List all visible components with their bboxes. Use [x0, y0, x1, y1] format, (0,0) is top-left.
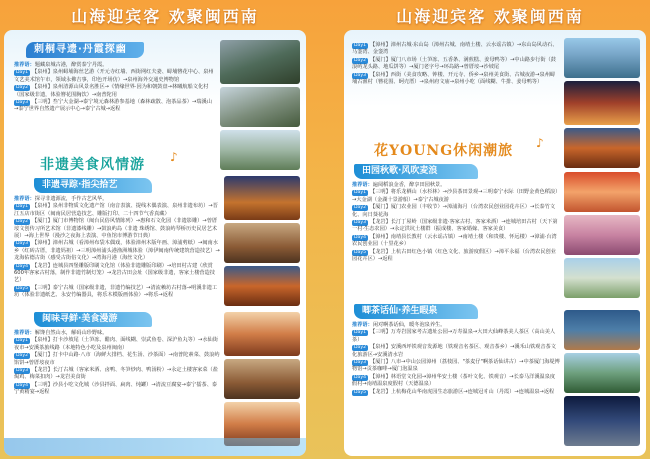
day-text: 【龙岩】连城县四堡雕版印刷文化馆（体验非遗雕版印刷）→培田村古建（欣赏600年客家古村落，制作非遗竹制灯笼）→龙岩古田会址（国家级非遗，客家土楼营造技艺） [14, 262, 215, 284]
photo-night-market [564, 81, 640, 125]
day-badge: Day5 [16, 285, 28, 291]
itinerary-heritage [14, 196, 220, 300]
day-badge: Day2 [16, 85, 28, 91]
photo-red-fields [564, 172, 640, 212]
day-text: 【泉州】泉州蟳埔海丝艺游（开元寺红墙、西街网红夫妻、蟳埔簪花中心、泉州文艺美术馆午市，领域永佛吉事，印色开场仿）→泉州海外交通史博物馆 [14, 69, 214, 83]
day-badge: Day1 [354, 330, 366, 336]
day-badge: Day1 [16, 338, 28, 344]
day-text: 【龙岩】上杭梅花山华南虎园生态旅游区→连城冠豸山（丹霞）→连城温泉→返程 [370, 388, 555, 395]
photo-puppet-show [224, 176, 300, 220]
day-text: 【漳州】林语堂文化园→漳州华安土楼（茶叶文化、铁观音）→长泰马洋溪温泉度假村→南靖温泉度假村（天德温泉） [352, 373, 556, 388]
music-note-icon: ♪ [536, 136, 544, 150]
recommend-text: 遍阅稻浪金香，醉享田园秋景。 [372, 182, 446, 188]
day-badge: Day1 [354, 43, 366, 48]
photo-street-lights [564, 128, 640, 168]
day-text: 【龙岩】上杭古田红色小镇（红色文化、旅游度假区）→漳平永福（台湾农民创业园花卉区）→返程 [352, 248, 556, 263]
photo-night-street [224, 266, 300, 306]
day-text: 【三明】万寿岩国家考古遗址公园→万寿温泉→大田大仙峰茶美人茶区（高山美人茶） [352, 329, 556, 343]
day-badge: Day2 [354, 205, 366, 211]
photo-danxia-cliffs [220, 130, 300, 170]
day-text: 【厦门】厦门市博物馆（闽台民俗风情陈列）→惠和石文化园（非遗影雕）→曾厝垵文创传习所艺术馆（非遗漆线雕）→鼓浪屿岛（非遗 珠绣馆、鼓浪屿琴桥历史民居艺术展）→海上世界（漫沙之夜海上表演、中鱼馆市博游节日典） [14, 218, 218, 240]
recommend-text: 闲对啊茶话仙，暖冬泡泉养生。 [372, 322, 446, 328]
day-text: 【漳州】漳州古城（看漳州布袋木偶戏，体验漳州木版年画、漳浦剪纸）→闽南水乡（红砖古厝，非遗妈祖）→三明漳州浦头港渔洲城体验（漳伊闽南传统建筑营造技艺）→龙海佑德古街（感受古街俗文化）→湾海月港（海丝文化） [14, 240, 220, 262]
section-title-tea-spa: 唧茶话仙·养生暇泉 [354, 304, 478, 319]
recommend-text: 题藏泉城古港，醉赏泰宁丹霞。 [34, 62, 108, 68]
day-badge: Day2 [16, 219, 28, 225]
day-badge: Day2 [354, 345, 366, 351]
day-badge: Day5 [354, 249, 366, 255]
itinerary-food [14, 330, 220, 397]
day-badge: Day3 [16, 100, 28, 106]
recommend-label: 推荐语： [352, 182, 373, 188]
recommend-label: 推荐语： [14, 62, 35, 68]
itinerary-tea-spa [352, 322, 560, 396]
day-text: 【三明】将乐龙栖山（水杉林）→沙县茶田景观→三明泰宁水际（田野金黄色稻浪）→大金湖（金湖十景游船）→泰宁古城夜游 [352, 189, 558, 203]
day-badge: Day3 [16, 241, 28, 247]
day-text: 【泉州】泉州非物质文化遗产馆（南音表演、提线木偶表演、泉州非遗布坊）→晋江五店市街区（闽南民居营造技艺、雕版打印、二十四节气香真藏） [14, 203, 218, 217]
day-badge: Day4 [16, 263, 28, 269]
section-title-citong: 刺桐寻遗·丹霞探幽 [26, 42, 144, 58]
decorative-wave [4, 438, 306, 456]
day-badge: Day3 [354, 220, 366, 226]
section-title-heritage: 非遗寻踪·指尖拾艺 [34, 178, 152, 193]
section-title-countryside: 田园秋歌·风吹麦浪 [354, 164, 478, 179]
day-text: 【三明】叁宁大金湖→泰宁境元森林游参基地（森林疏散、泡茶品茶）→瑞溪山→泰宁世界自然遗产展示中心→泰宁古城→返程 [14, 99, 212, 113]
day-text: 【三明】泰宁古城（国家级非遗，非遗竹编技艺）→清流赖坊古村落→明溪非遗工坊（体验非遗纸艺、永安竹编器具，将乐木模版画体验）→将乐→返程 [14, 284, 218, 299]
day-badge: Day2 [354, 57, 366, 63]
recommend-label: 推荐语： [14, 196, 35, 202]
day-text: 【泉州】泉州清源山风景名胜区→《情缘世界·因为和朝鼓盘→林曦航船文化村（国家级非遗，体验簪花围胸饮）→南普陀用 [14, 84, 209, 98]
right-banner-title: 山海迎宾客 欢聚闽西南 [396, 7, 584, 26]
itinerary-coastal [352, 42, 560, 86]
photo-craft-market [224, 223, 300, 263]
day-badge: Day3 [354, 72, 366, 78]
photo-tea-terraces [564, 353, 640, 393]
day-text: 【泉州】打卡沙坡尾（土笋冻、醋肉、面线糊、崇武鱼卷、深沪鱼丸等）→水仙街夜市→安溪茶旅线路（本地特色小吃及泉州闽南） [14, 337, 218, 351]
photo-farmland [564, 258, 640, 298]
day-text: 【泉州】安溪西坪铁观音发源地（铁观音名茶区、观音茶乡）→溪禾山铁观音茶文化旅游区→安溪清水岩 [352, 344, 556, 358]
day-badge: Day1 [16, 70, 28, 76]
day-text: 【厦门】厦门八市场（土笋冻、五香条、满煎糕、姜母鸭等）→中山路步行街（鼓浪屿龙头路、地瓜饼等）→厦门老字号→环岛路→曾厝垵→沙坡尾 [352, 56, 556, 71]
day-text: 【龙岩】长汀丁屋岭（国家级非遗·客家古村、客家米酒）→连城培田古村（天下第一村·生态农园）→永定洪坑土楼群（振成楼、客家婚嫁、客家美食） [352, 219, 558, 233]
recommend-label: 推荐语： [14, 330, 35, 336]
day-text: 【三明】沙县小吃文化城（沙县拌面、扁肉、炖罐）→清流豆腐宴→泰宁擂茶、泰宁黄精宴→返程 [14, 381, 218, 396]
day-badge: Day4 [16, 382, 28, 388]
day-badge: Day1 [354, 190, 366, 196]
day-badge: Day1 [16, 204, 28, 210]
photo-temple-pagoda [220, 40, 300, 84]
photo-hot-spring [564, 310, 640, 350]
recommend-text: 探寻非遗源流，手作古艺风华。 [34, 196, 108, 202]
photo-old-town [564, 38, 640, 78]
day-badge: Day5 [354, 389, 366, 395]
right-page-panel [344, 30, 646, 456]
day-badge: Day3 [16, 368, 28, 374]
recommend-label: 推荐语： [352, 322, 373, 328]
photo-mountain-forest [220, 87, 300, 127]
left-banner-title: 山海迎宾客 欢聚闽西南 [71, 7, 259, 26]
feature-title-heritage-food: 非遗美食风情游 [40, 157, 145, 173]
day-text: 【龙岩】长汀古城（客家米酒、卤鸭、冬笋炒肉、鸭汤粉）→永定土楼客家菜（盐焗鸡、梅菜扣肉）→龙岩美食街 [14, 367, 218, 381]
day-text: 【漳州】南靖县长教村（云水谣古镇）→南靖土楼（和贵楼、怀远楼）→漳浦·台湾农民创业园（十里花乡） [352, 233, 557, 248]
section-title-food: 闽味寻鲜·美食漫游 [34, 312, 152, 327]
day-badge: Day3 [354, 360, 366, 366]
music-note-icon: ♪ [170, 150, 178, 164]
day-badge: Day4 [354, 374, 366, 380]
photo-dishes [224, 359, 300, 399]
day-text: 【厦门】厦门农业园（丰收节）→漳浦海月（台湾农民创业园花卉区）→长泰竹文化、向日葵花海 [352, 204, 556, 218]
day-text: 【漳州】漳州古城·东山岛（漳州古城、南靖土楼、云水谣古镇）→东山岛风动石、马銮湾、金銮湾 [352, 42, 558, 56]
itinerary-countryside [352, 182, 560, 263]
day-badge: Day2 [16, 353, 28, 359]
itinerary-citong [14, 62, 216, 114]
left-page-panel [4, 30, 306, 456]
feature-title-leisure: 花YOUNG休闲潮旅 [374, 143, 514, 159]
day-badge: Day4 [354, 234, 366, 240]
recommend-text: 解馋自然山水，解码山珍野味。 [34, 330, 108, 336]
photo-flower-sea [564, 215, 640, 255]
day-text: 【厦门】八市→中山公园漳州（荔枝园、"茶麦仔"啊茶话仙讲古）→中茶厦门海堤博物馆→贡茶咖啡→厦门泡温泉 [352, 359, 560, 373]
photo-snacks [224, 312, 300, 356]
day-text: 【泉州】西街（美食攻略、钟楼、开元寺、侨乡→泉州美食街、古城夜游→泉州蟳埔古渔村（簪花围、蚵壳厝）→泉州府文庙→泉州小吃（面线糊、牛排、姜母鸭等） [352, 71, 556, 86]
day-text: 【厦门】打卡中山路·八市（海鲜大排档、花生汤、沙茶面）→南普陀素菜、鼓浪屿馅饼→曾厝垵夜市 [14, 352, 220, 366]
photo-night-sky [564, 396, 640, 446]
